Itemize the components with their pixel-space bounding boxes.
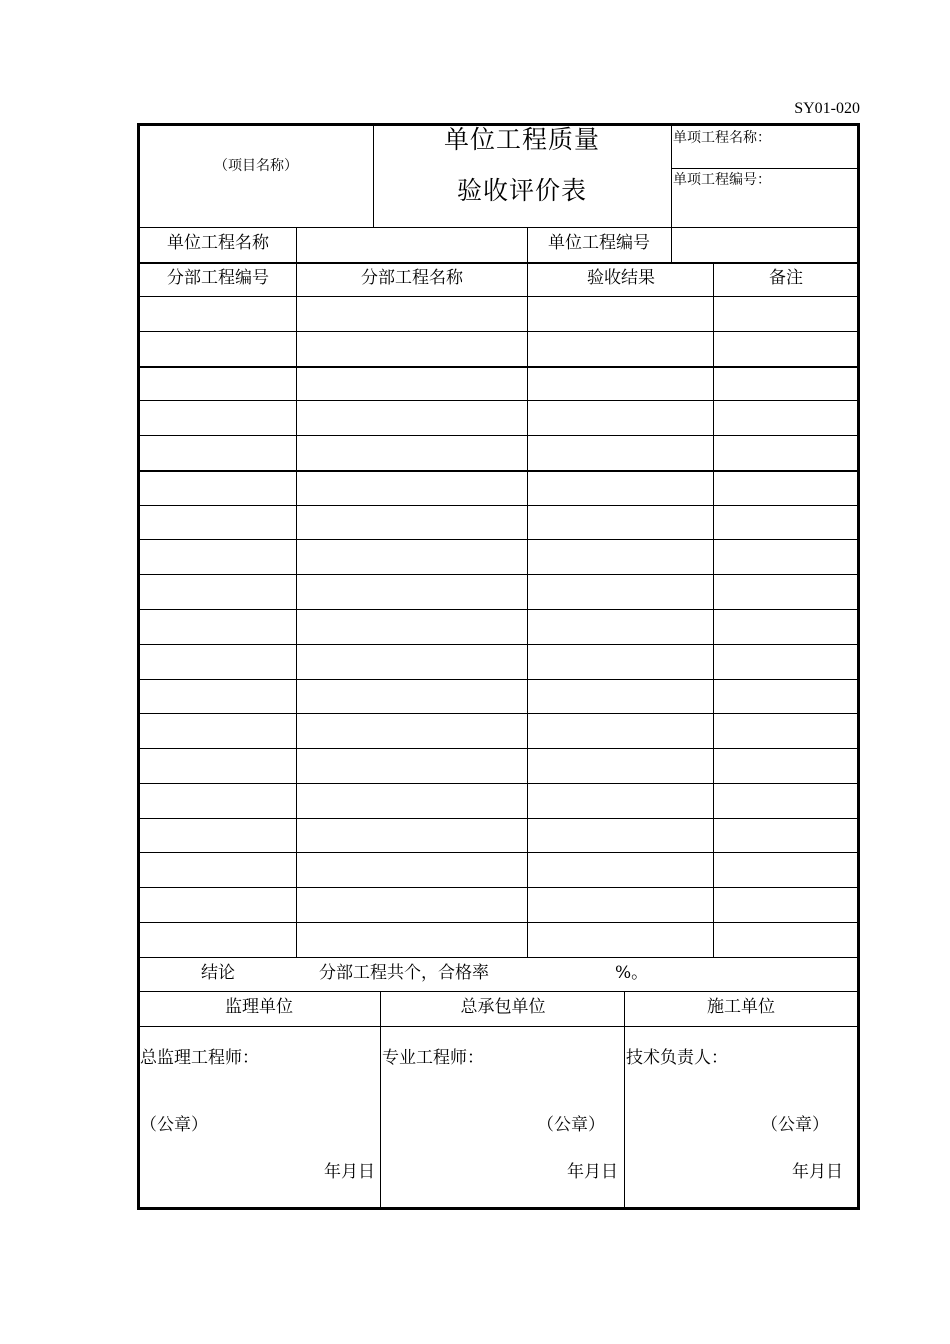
column-divider-2	[527, 227, 528, 957]
table-row-line	[139, 644, 857, 645]
chief-supervisor-label: 总监理工程师：	[140, 1048, 259, 1068]
conclusion-percent: %。	[615, 963, 649, 983]
construction-unit-header: 施工单位	[707, 997, 775, 1017]
column-header-remarks: 备注	[769, 268, 803, 288]
column-header-division-code: 分部工程编号	[167, 268, 269, 288]
header-right-divider	[671, 168, 857, 169]
unit-row-bottom-line	[139, 262, 857, 264]
table-row-line	[139, 539, 857, 540]
table-row-line	[139, 852, 857, 853]
table-row-line	[139, 713, 857, 714]
table-row-line	[139, 887, 857, 888]
column-header-result: 验收结果	[587, 268, 655, 288]
table-row-line	[139, 679, 857, 680]
general-contractor-header: 总承包单位	[460, 997, 546, 1017]
date-general-contractor: 年月日	[567, 1162, 618, 1182]
table-row-line	[139, 748, 857, 749]
table-row-line	[139, 331, 857, 332]
header-divider-right	[671, 125, 672, 262]
form-title-line1: 单位工程质量	[443, 125, 601, 154]
table-row-line	[139, 470, 857, 472]
single-item-name-label: 单项工程名称：	[673, 130, 771, 146]
column-divider-1	[296, 227, 297, 957]
single-item-code-label: 单项工程编号：	[673, 172, 771, 188]
signoff-header-line	[139, 1026, 857, 1027]
date-supervisor: 年月日	[324, 1162, 375, 1182]
table-row-line	[139, 505, 857, 506]
conclusion-bottom-line	[139, 991, 857, 992]
table-row-line	[139, 922, 857, 923]
table-row-line	[139, 609, 857, 610]
conclusion-text: 分部工程共个，合格率	[319, 963, 489, 983]
table-row-line	[139, 818, 857, 819]
signoff-divider-2	[624, 991, 625, 1208]
seal-general-contractor: （公章）	[537, 1115, 605, 1135]
form-title-line2: 验收评价表	[456, 176, 588, 205]
header-divider-left	[373, 125, 374, 227]
form-code: SY01-020	[794, 100, 860, 117]
table-row-line	[139, 957, 857, 958]
table-row-line	[139, 435, 857, 436]
table-row-line	[139, 574, 857, 575]
seal-supervisor: （公章）	[140, 1115, 208, 1135]
project-name-placeholder: （项目名称）	[214, 158, 298, 174]
professional-engineer-label: 专业工程师：	[382, 1048, 484, 1068]
unit-code-label: 单位工程编号	[548, 233, 650, 253]
table-row-line	[139, 296, 857, 297]
supervisor-unit-header: 监理单位	[225, 997, 293, 1017]
seal-construction-unit: （公章）	[761, 1115, 829, 1135]
table-row-line	[139, 783, 857, 784]
date-construction-unit: 年月日	[792, 1162, 843, 1182]
table-row-line	[139, 366, 857, 368]
column-header-division-name: 分部工程名称	[361, 268, 463, 288]
signoff-divider-1	[380, 991, 381, 1208]
header-bottom-line	[139, 227, 857, 228]
unit-name-label: 单位工程名称	[167, 233, 269, 253]
table-row-line	[139, 400, 857, 401]
technical-lead-label: 技术负责人：	[626, 1048, 728, 1068]
conclusion-label: 结论	[201, 963, 235, 983]
